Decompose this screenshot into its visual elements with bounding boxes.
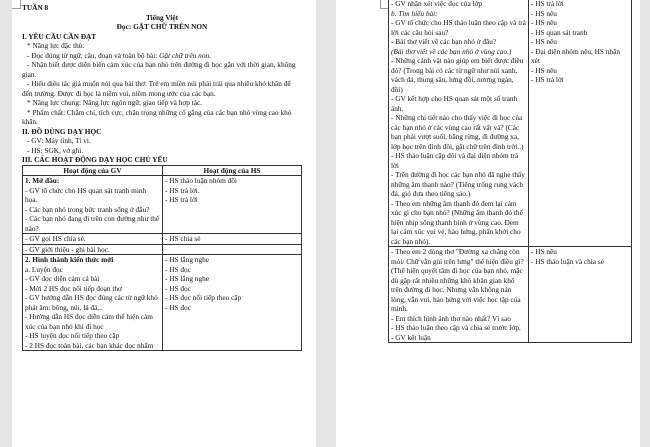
section-heading-activities: III. CÁC HOẠT ĐỘNG DẠY HỌC CHỦ YẾU [22, 155, 168, 164]
cell-line: - GV gọi HS chia sẻ. [25, 234, 86, 243]
cell-line: - HS trả lời. [165, 185, 200, 195]
cell-line: - HS quan sát tranh [531, 27, 588, 37]
objectives-list [22, 41, 302, 127]
cell-line: - HS thảo luận cặp đôi và đại diện nhóm trả lời [391, 151, 519, 170]
objective-text: * Năng lực chung: Năng lực ngôn ngữ, giao tiếp và hợp tác. [27, 98, 202, 107]
cell-line: - GV kết hợp cho HS quan sát một số tranh ảnh. [391, 94, 518, 113]
cell-line: (Bài thơ viết về các bạn nhỏ ở vùng cao.) [391, 46, 512, 56]
student-activity-cell [163, 234, 302, 245]
student-activity-cell [163, 176, 302, 234]
cell-line: - Trên đường đi học các bạn nhỏ đã nghe thấy những âm thanh nào? (Tiếng trống rung vách đá, gió đưa theo tiếng sáo.) [391, 170, 525, 198]
cell-line: - HS đọc [165, 283, 191, 293]
objective-text-italic: Gặt chữ trên non. [159, 50, 211, 60]
objective-line [22, 60, 302, 79]
student-activity-cell [163, 255, 302, 351]
cell-line: - HS nêu [531, 8, 557, 18]
lesson-title: Đọc: GẶT CHỮ TRÊN NON [116, 22, 208, 31]
cell-line: (Thể hiện quyết tâm đi học của bạn nhỏ, mặc dù gặp rất nhiều những khó khăn gian khổ trên đường đi học. Nhưng vẫn không nản lòng, vẫn vui, hào hứng với việc học tập của mình. [391, 266, 523, 313]
section-heading-objectives: I. YÊU CẦU CẦN ĐẠT [22, 31, 97, 41]
table-row [23, 244, 302, 255]
student-activity-cell [163, 244, 302, 255]
student-activity-cell [529, 0, 632, 247]
teacher-activity-cell [23, 176, 163, 234]
cell-line: - HS trả lời [165, 195, 198, 204]
cell-line: - HS thảo luận theo cặp và chia sẻ trước lớp. [391, 323, 521, 332]
cell-line: - GV tổ chức cho HS thảo luận theo cặp và trả lời các câu hỏi sau? [391, 18, 526, 37]
cell-line: - HS lắng nghe [165, 274, 209, 283]
cell-line: - GV nhận xét việc đọc của lớp [391, 0, 483, 8]
cell-line: - Theo em 2 dòng thơ "Đường xa chẳng còn mỏi/ Chữ vẫn gùi trên lưng" thể hiện điều gì? [391, 247, 524, 266]
material-line: - HS: SGK, vở ghi. [27, 145, 84, 155]
cell-line: - Những cảnh vật nào giúp em biết được điều đó? (Trong bài có các từ ngữ như núi xanh, vách đá, thung sâu, lưng đồi, nương ngàn, đồi) [391, 56, 524, 94]
cell-line: - HS chia sẻ [165, 234, 201, 243]
cell-line: 1. Mở đầu: [25, 176, 60, 185]
objective-line [22, 41, 302, 51]
cell-line: b. Tìm hiểu bài: [391, 8, 438, 18]
cell-line: - Các bạn nhỏ trong bức tranh sống ở đâu? [25, 204, 150, 214]
objective-text: - Nhận biết được diễn biến cảm xúc của bạn nhỏ trên đường đi học gắn với thời gian, không gian. [22, 60, 296, 79]
table-row [23, 176, 302, 234]
objective-line [22, 108, 302, 127]
document-page-left [12, 0, 316, 447]
cell-line: - Em thích hình ảnh thơ nào nhất? Vì sao [391, 313, 511, 323]
cell-line: - HS đọc [165, 264, 191, 274]
cell-line: - GV đọc diễn cảm cả bài [25, 274, 100, 283]
table-row [23, 234, 302, 245]
page-content [22, 3, 302, 351]
section-heading-materials: II. ĐỒ DÙNG DẠY HỌC [22, 126, 102, 136]
cell-line: - HS trả lời [531, 75, 564, 84]
cell-line: - Hướng dẫn HS đọc diễn cảm thể hiện cảm xúc của bạn nhỏ khi đi học [25, 312, 153, 331]
objective-text: - Đọc đúng từ ngữ, câu, đoạn và toàn bộ bài: [27, 50, 160, 60]
week-label: TUẦN 8 [22, 3, 49, 12]
teacher-activity-cell [23, 234, 163, 245]
cell-line: - GV kết luận [391, 332, 431, 342]
subject-label: Tiếng Việt [145, 12, 179, 22]
cell-line: - HS nêu [531, 18, 557, 27]
cell-line: - GV tổ chức cho HS quan sát tranh minh họa. [25, 185, 147, 204]
teacher-activity-cell [389, 247, 529, 343]
cell-line: - Những chi tiết nào cho thấy việc đi học của các bạn nhỏ ở các vùng cao rất vất vả? (Các bạn phải vượt suối, băng rừng, đi đường xa, lớp học trên đỉnh đồi, gặt chữ trên đỉnh trời..) [391, 113, 524, 151]
cell-line: - HS đọc nối tiếp theo cặp [165, 293, 242, 302]
activities-table [22, 165, 302, 352]
activities-table-continued [388, 0, 632, 343]
student-activity-cell [529, 247, 632, 343]
objective-text: * Phẩm chất: Chăm chỉ, tích cực, chăn trọng những cố gắng của các bạn nhỏ vùng cao khó khăn. [22, 107, 292, 126]
objective-line [22, 79, 302, 98]
cell-line: - HS nêu [531, 37, 557, 46]
teacher-activity-cell [23, 244, 163, 255]
material-line: - GV: Máy tính, Ti vi. [27, 136, 91, 145]
objective-line [22, 51, 302, 61]
table-row [389, 247, 632, 343]
objective-text: * Năng lực đặc thù: [27, 41, 85, 50]
table-header-student: Hoạt động của HS [163, 165, 302, 176]
table-row [389, 0, 632, 247]
materials-list [22, 136, 302, 155]
cell-line: - Các bạn nhỏ đang đi trên con đường như thế nào? [25, 214, 160, 233]
cell-line: - GV hướng dẫn HS đọc đúng các từ ngữ khó phát âm: bông, núi, lá đá,.. [25, 293, 158, 312]
cell-line: - 2 HS đọc toàn bài, các bạn khác đọc nhẩm [25, 340, 154, 350]
teacher-activity-cell [389, 0, 529, 247]
cell-line: - HS trả lời [531, 0, 564, 8]
cell-line: 2. Hình thành kiến thức mới [25, 255, 114, 264]
cell-line: - HS nêu [531, 65, 557, 75]
cell-line: - GV giới thiệu - ghi bài học. [25, 244, 110, 254]
cell-line: - HS lắng nghe [165, 255, 209, 264]
table-header-teacher: Hoạt động của GV [23, 165, 163, 176]
teacher-activity-cell [23, 255, 163, 351]
cell-line: - HS đọc [165, 302, 191, 312]
objective-line [22, 98, 302, 108]
cell-line: - Theo em những âm thanh đó đem lại cảm xúc gì cho bạn nhỏ? (Những âm thanh đó thể hiện nhịp sống thanh bình ở vùng cao. Đem lại cảm xúc vui vẻ, hào hứng, phấn khởi cho các bạn nhỏ). [391, 198, 523, 246]
objective-text: - Hiểu điều tác giả muốn nói qua bài thơ: Trẻ em miền núi phải trải qua nhiều khó khăn để đến trường. Được đi học là niềm vui, niềm mong ước của các bạn. [22, 79, 291, 98]
cell-line: - Mời 2 HS đọc nối tiếp đoạn thơ [25, 283, 122, 293]
cell-line: - Bài thơ viết về các bạn nhỏ ở đâu? [391, 37, 497, 46]
cell-line: - Đại diện nhóm nêu, HS nhận xét [531, 46, 620, 65]
cell-line: - HS thảo luận nhóm đôi [165, 176, 237, 185]
document-page-right [336, 0, 640, 447]
cell-line: - HS luyện đọc nối tiếp theo cặp [25, 331, 120, 340]
crop-mark [12, 0, 21, 9]
cell-line: a. Luyện đọc [25, 264, 63, 274]
cell-line: - HS thảo luận và chia sẻ [531, 256, 604, 266]
cell-line: - HS nêu [531, 247, 557, 256]
table-row [23, 255, 302, 351]
